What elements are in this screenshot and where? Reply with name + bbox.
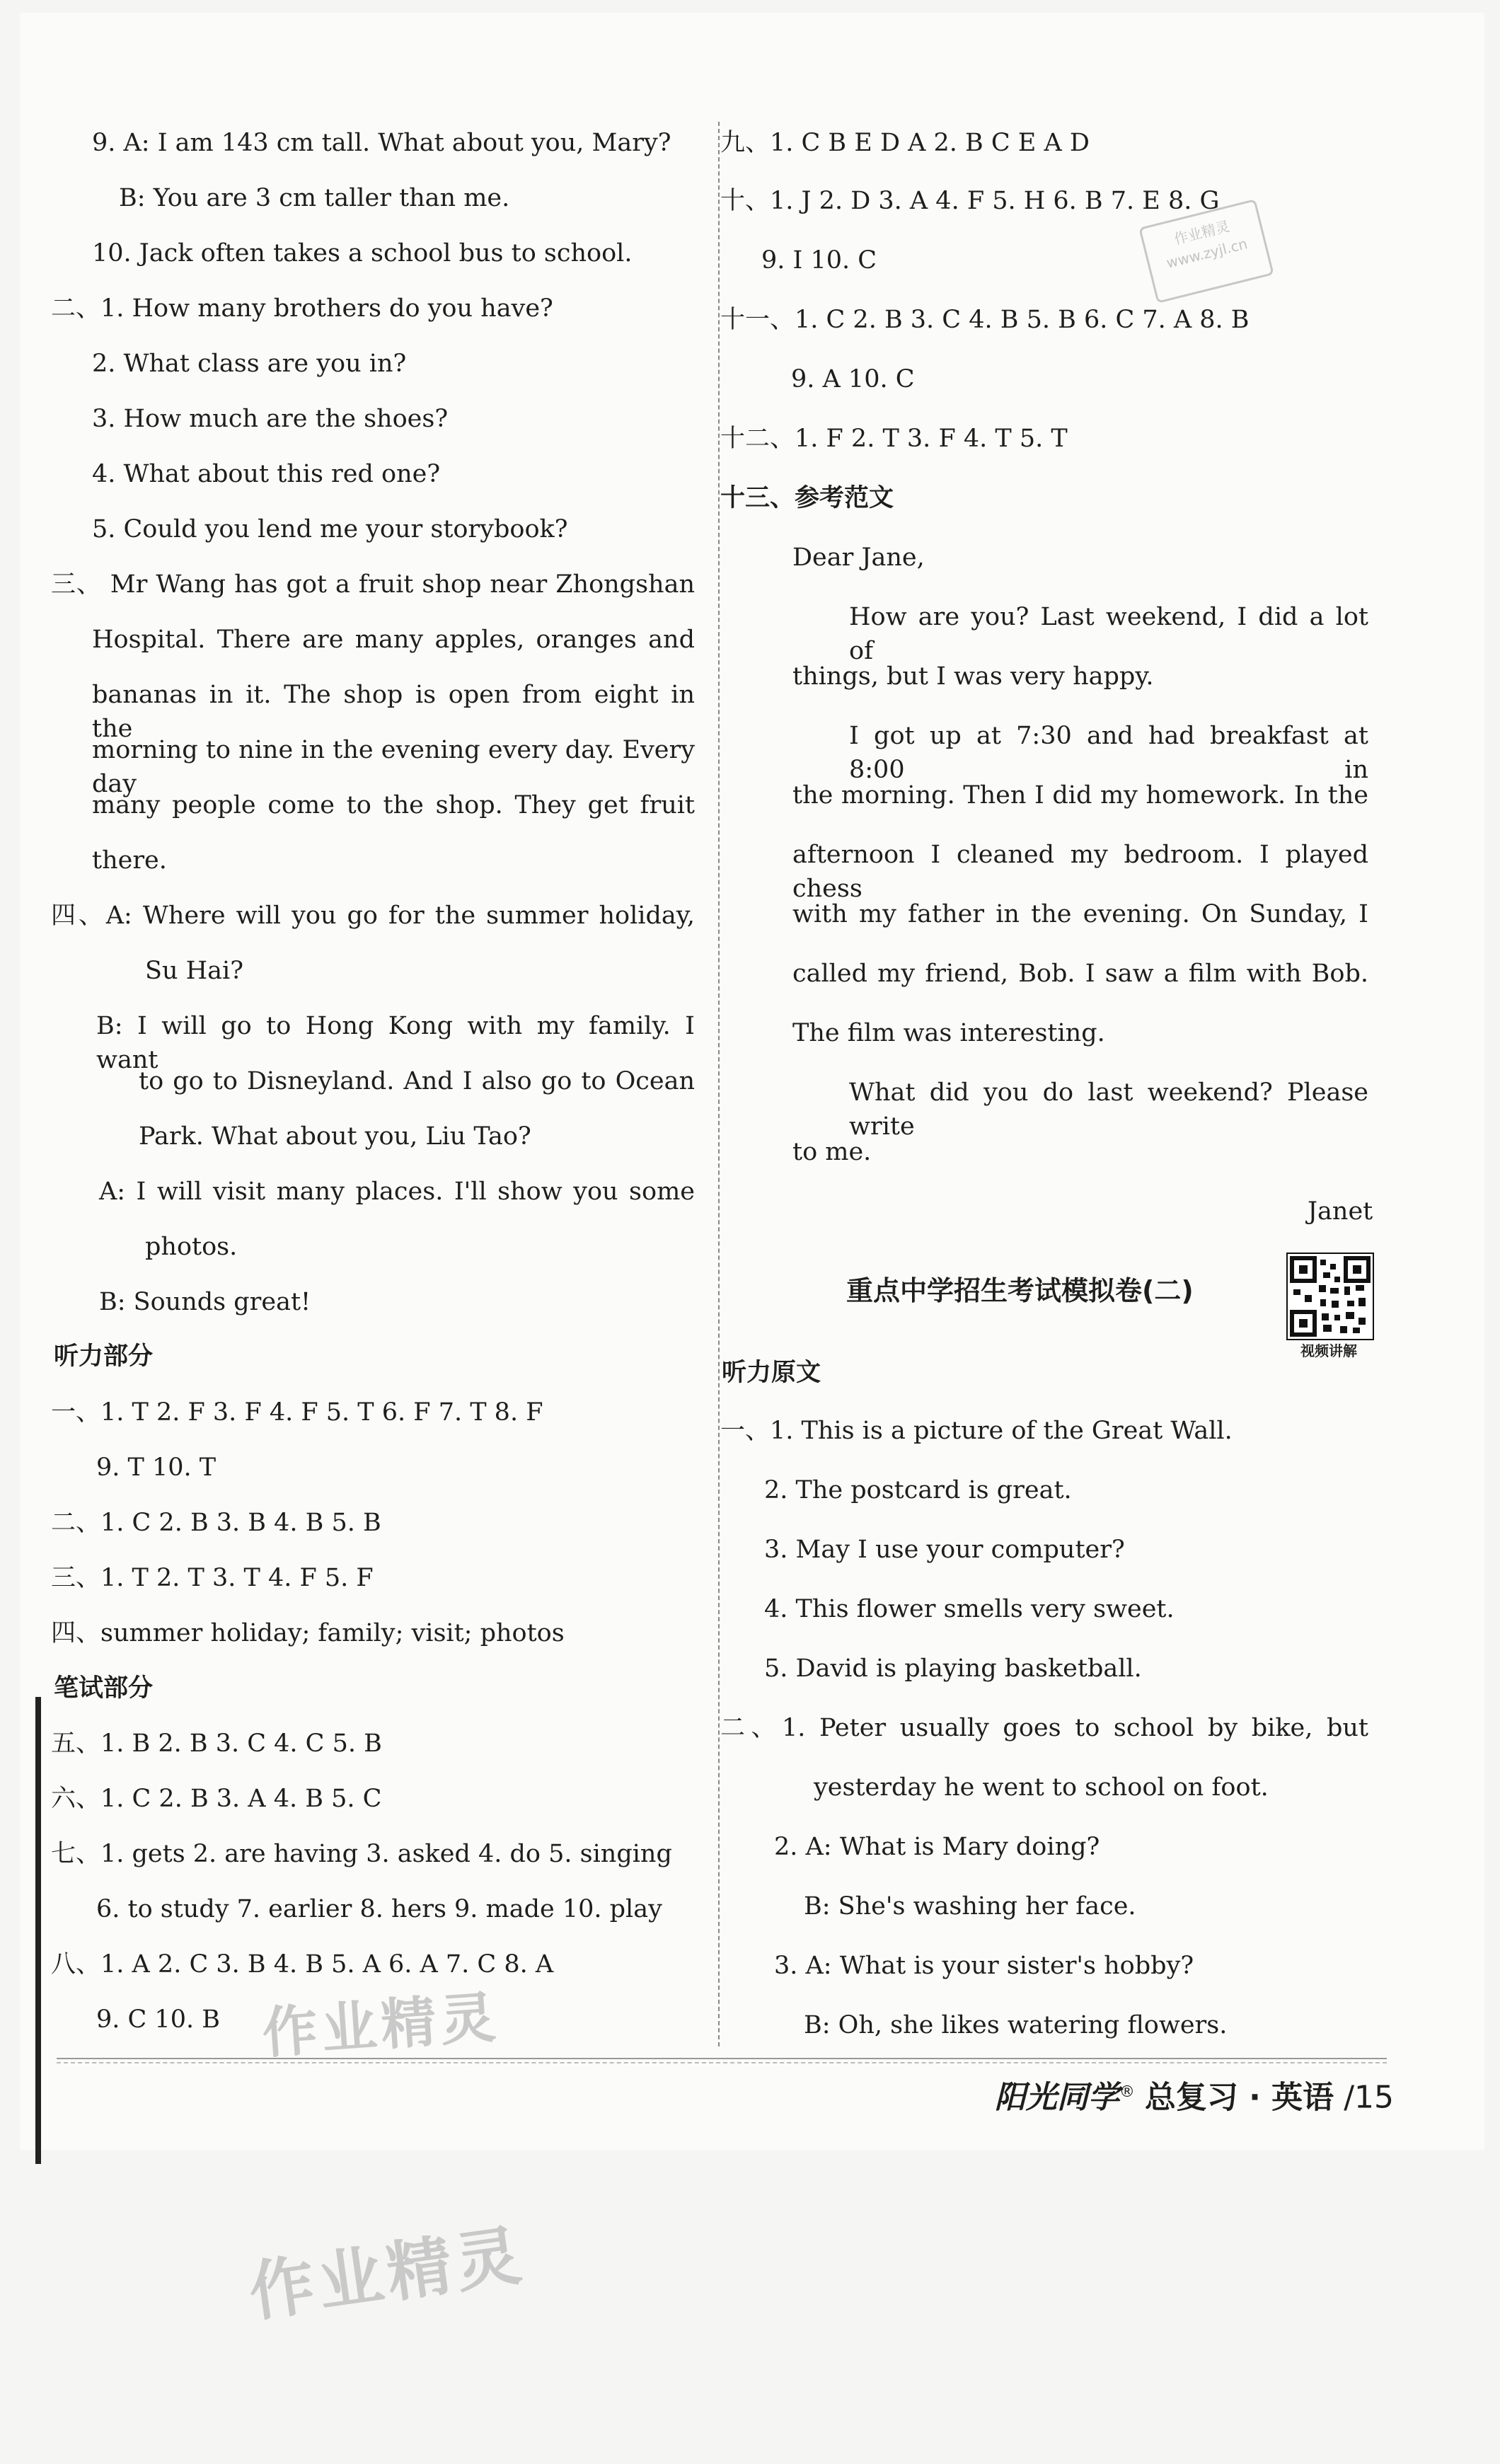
- page-number: /15: [1344, 2079, 1394, 2116]
- text-line: 一、1. This is a picture of the Great Wall.: [720, 1417, 1233, 1445]
- text-line: morning to nine in the evening every day. Every day: [92, 736, 695, 798]
- letter-signature: Janet: [1308, 1197, 1373, 1226]
- text-line: I got up at 7:30 and had breakfast at 8:00 in: [849, 722, 1368, 784]
- text-line: 2. A: What is Mary doing?: [774, 1833, 1100, 1861]
- text-line: many people come to the shop. They get fruit: [92, 791, 695, 819]
- text-line: afternoon I cleaned my bedroom. I played chess: [792, 841, 1368, 903]
- section-heading: 十三、参考范文: [720, 484, 894, 512]
- text-line: 三、1. T 2. T 3. T 4. F 5. F: [51, 1564, 374, 1592]
- exam-title: 重点中学招生考试模拟卷(二): [846, 1275, 1194, 1306]
- section-heading: 听力原文: [722, 1359, 821, 1387]
- text-line: 6. to study 7. earlier 8. hers 9. made 10. play: [96, 1895, 662, 1923]
- text-line: 2. What class are you in?: [92, 350, 407, 378]
- text-line: 9. C 10. B: [96, 2005, 220, 2034]
- text-line: B: You are 3 cm taller than me.: [119, 184, 510, 212]
- text-line: 9. I 10. C: [761, 246, 877, 275]
- qr-caption: 视频讲解: [1300, 1342, 1357, 1359]
- text-line: 十一、1. C 2. B 3. C 4. B 5. B 6. C 7. A 8. B: [720, 306, 1250, 334]
- text-line: 十二、1. F 2. T 3. F 4. T 5. T: [720, 425, 1068, 453]
- text-line: The film was interesting.: [792, 1019, 1105, 1047]
- text-line: yesterday he went to school on foot.: [814, 1773, 1269, 1802]
- text-line: to me.: [792, 1138, 872, 1166]
- text-line: What did you do last weekend? Please write: [849, 1078, 1368, 1141]
- text-line: 4. This flower smells very sweet.: [764, 1595, 1175, 1623]
- text-line: 五、1. B 2. B 3. C 4. C 5. B: [51, 1729, 382, 1758]
- text-line: called my friend, Bob. I saw a film with Bob.: [792, 960, 1368, 988]
- text-line: 四、summer holiday; family; visit; photos: [51, 1619, 565, 1647]
- text-line: 四、A: Where will you go for the summer holiday,: [51, 902, 695, 930]
- text-line: Hospital. There are many apples, oranges and: [92, 626, 695, 654]
- text-line: 5. Could you lend me your storybook?: [92, 515, 568, 543]
- letter-greeting: Dear Jane,: [792, 543, 925, 572]
- text-line: bananas in it. The shop is open from eight in the: [92, 681, 695, 743]
- text-line: 七、1. gets 2. are having 3. asked 4. do 5. singing: [51, 1840, 672, 1868]
- text-line: 5. David is playing basketball.: [764, 1654, 1142, 1683]
- text-line: Park. What about you, Liu Tao?: [139, 1122, 531, 1151]
- text-line: 十、1. J 2. D 3. A 4. F 5. H 6. B 7. E 8. G: [720, 187, 1220, 215]
- text-line: 九、1. C B E D A 2. B C E A D: [720, 129, 1090, 157]
- column-divider: [718, 122, 720, 2046]
- text-line: A: I will visit many places. I'll show you some: [99, 1178, 695, 1206]
- book-title: 总复习 · 英语: [1144, 2079, 1334, 2116]
- text-line: 3. A: What is your sister's hobby?: [774, 1952, 1194, 1980]
- text-line: things, but I was very happy.: [792, 662, 1154, 691]
- text-line: the morning. Then I did my homework. In the: [792, 781, 1368, 810]
- text-line: to go to Disneyland. And I also go to Ocean: [139, 1067, 695, 1095]
- text-line: 三、 Mr Wang has got a fruit shop near Zhongshan: [51, 570, 695, 599]
- text-line: 9. T 10. T: [96, 1453, 217, 1482]
- text-line: 3. May I use your computer?: [764, 1536, 1125, 1564]
- text-line: 六、1. C 2. B 3. A 4. B 5. C: [51, 1785, 382, 1813]
- registered-mark: ®: [1119, 2083, 1135, 2101]
- text-line: B: Oh, she likes watering flowers.: [804, 2011, 1228, 2039]
- text-line: photos.: [145, 1233, 238, 1261]
- text-line: 二、1. How many brothers do you have?: [51, 294, 553, 323]
- text-line: 二、1. Peter usually goes to school by bike, but: [720, 1714, 1368, 1742]
- text-line: B: She's washing her face.: [804, 1892, 1136, 1921]
- footer-rule: [57, 2058, 1387, 2063]
- watermark: 作业精灵: [244, 2217, 530, 2331]
- text-line: 3. How much are the shoes?: [92, 405, 449, 433]
- text-line: 二、1. C 2. B 3. B 4. B 5. B: [51, 1509, 381, 1537]
- text-line: 10. Jack often takes a school bus to school.: [92, 239, 633, 267]
- text-line: B: Sounds great!: [99, 1288, 311, 1316]
- text-line: 一、1. T 2. F 3. F 4. F 5. T 6. F 7. T 8. F: [51, 1398, 543, 1427]
- text-line: 八、1. A 2. C 3. B 4. B 5. A 6. A 7. C 8. A: [51, 1950, 554, 1979]
- text-line: How are you? Last weekend, I did a lot of: [849, 603, 1368, 665]
- section-heading: 笔试部分: [54, 1674, 154, 1703]
- text-line: with my father in the evening. On Sunday, I: [792, 900, 1368, 928]
- qr-code-icon[interactable]: [1286, 1253, 1374, 1340]
- section-heading: 听力部分: [54, 1342, 154, 1371]
- text-line: 9. A 10. C: [791, 365, 915, 393]
- watermark-stamp: 作业精灵 www.zyjl.cn: [1138, 199, 1274, 304]
- brand-logo: 阳光同学: [994, 2079, 1119, 2116]
- text-line: B: I will go to Hong Kong with my family. I want: [96, 1012, 695, 1074]
- page-footer: [955, 2068, 1394, 2117]
- text-line: there.: [92, 846, 167, 875]
- watermark: 作业精灵: [260, 1986, 502, 2066]
- text-line: 4. What about this red one?: [92, 460, 441, 488]
- text-line: 9. A: I am 143 cm tall. What about you, Mary?: [92, 129, 671, 157]
- text-line: 2. The postcard is great.: [764, 1476, 1072, 1504]
- text-line: Su Hai?: [145, 957, 243, 985]
- binding-edge: [35, 1697, 41, 2164]
